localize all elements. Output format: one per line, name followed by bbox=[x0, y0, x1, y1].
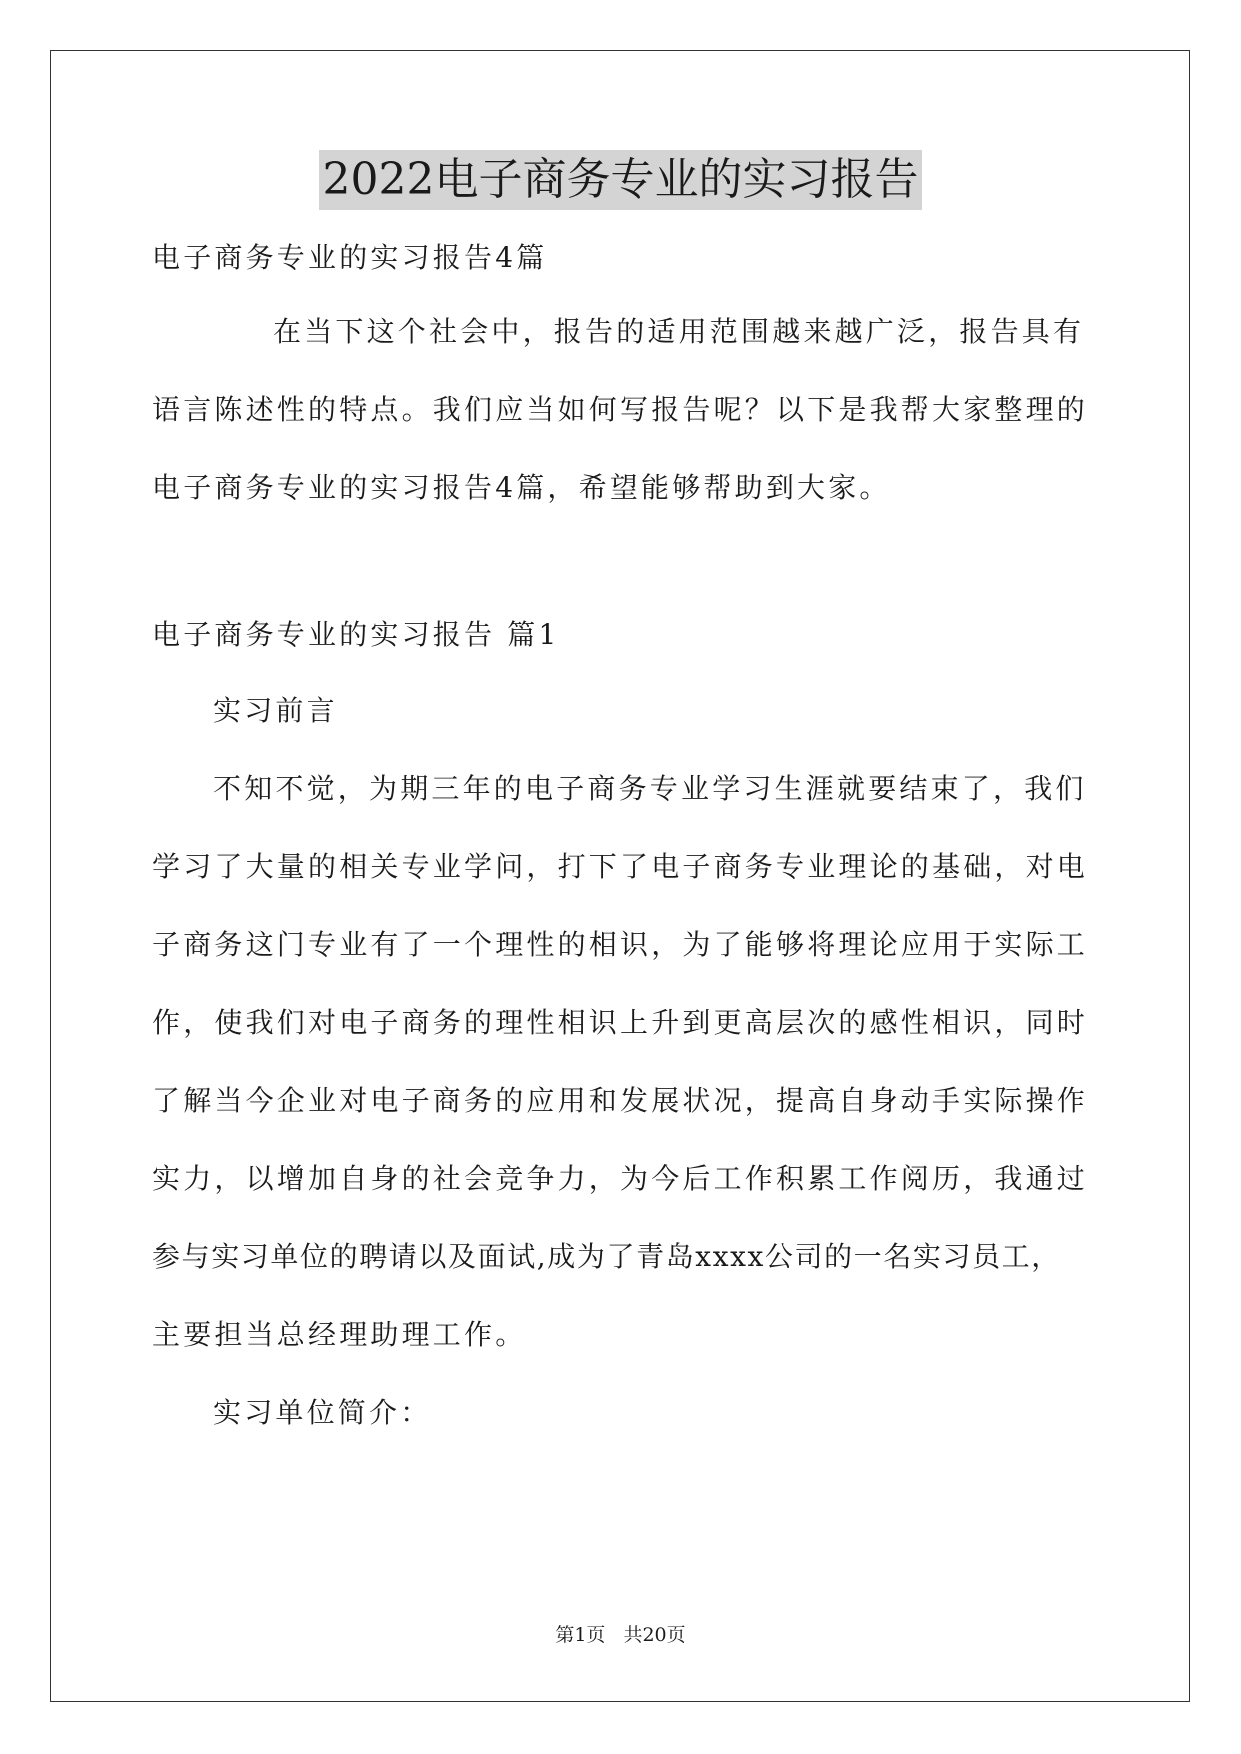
subtitle-line: 电子商务专业的实习报告4篇 bbox=[152, 241, 548, 274]
paragraph-line-1: 不知不觉，为期三年的电子商务专业学习生涯就要结束了，我们 bbox=[213, 772, 1087, 805]
paragraph-line-7: 参与实习单位的聘请以及面试,成为了青岛xxxx公司的一名实习员工， bbox=[152, 1240, 1061, 1273]
page-total: 共20页 bbox=[623, 1624, 686, 1646]
intro-line-3: 电子商务专业的实习报告4篇，希望能够帮助到大家。 bbox=[152, 471, 891, 504]
paragraph-line-5: 了解当今企业对电子商务的应用和发展状况，提高自身动手实际操作 bbox=[152, 1084, 1089, 1117]
paragraph-line-8: 主要担当总经理助理工作。 bbox=[152, 1318, 527, 1351]
paragraph-line-3: 子商务这门专业有了一个理性的相识，为了能够将理论应用于实际工 bbox=[152, 928, 1089, 961]
subheading-company: 实习单位简介： bbox=[213, 1396, 432, 1429]
document-title: 2022电子商务专业的实习报告 bbox=[319, 150, 923, 210]
intro-line-2: 语言陈述性的特点。我们应当如何写报告呢？以下是我帮大家整理的 bbox=[152, 393, 1089, 426]
page-number: 第1页 bbox=[555, 1624, 606, 1646]
title-container bbox=[0, 150, 1241, 210]
subheading-preface: 实习前言 bbox=[213, 694, 338, 727]
paragraph-line-6: 实力，以增加自身的社会竞争力，为今后工作积累工作阅历，我通过 bbox=[152, 1162, 1089, 1195]
page-footer bbox=[0, 1622, 1241, 1648]
paragraph-line-2: 学习了大量的相关专业学问，打下了电子商务专业理论的基础，对电 bbox=[152, 850, 1089, 883]
paragraph-line-4: 作，使我们对电子商务的理性相识上升到更高层次的感性相识，同时 bbox=[152, 1006, 1089, 1039]
section-heading: 电子商务专业的实习报告 篇1 bbox=[152, 618, 560, 651]
intro-line-1: 在当下这个社会中，报告的适用范围越来越广泛，报告具有 bbox=[273, 315, 1085, 348]
